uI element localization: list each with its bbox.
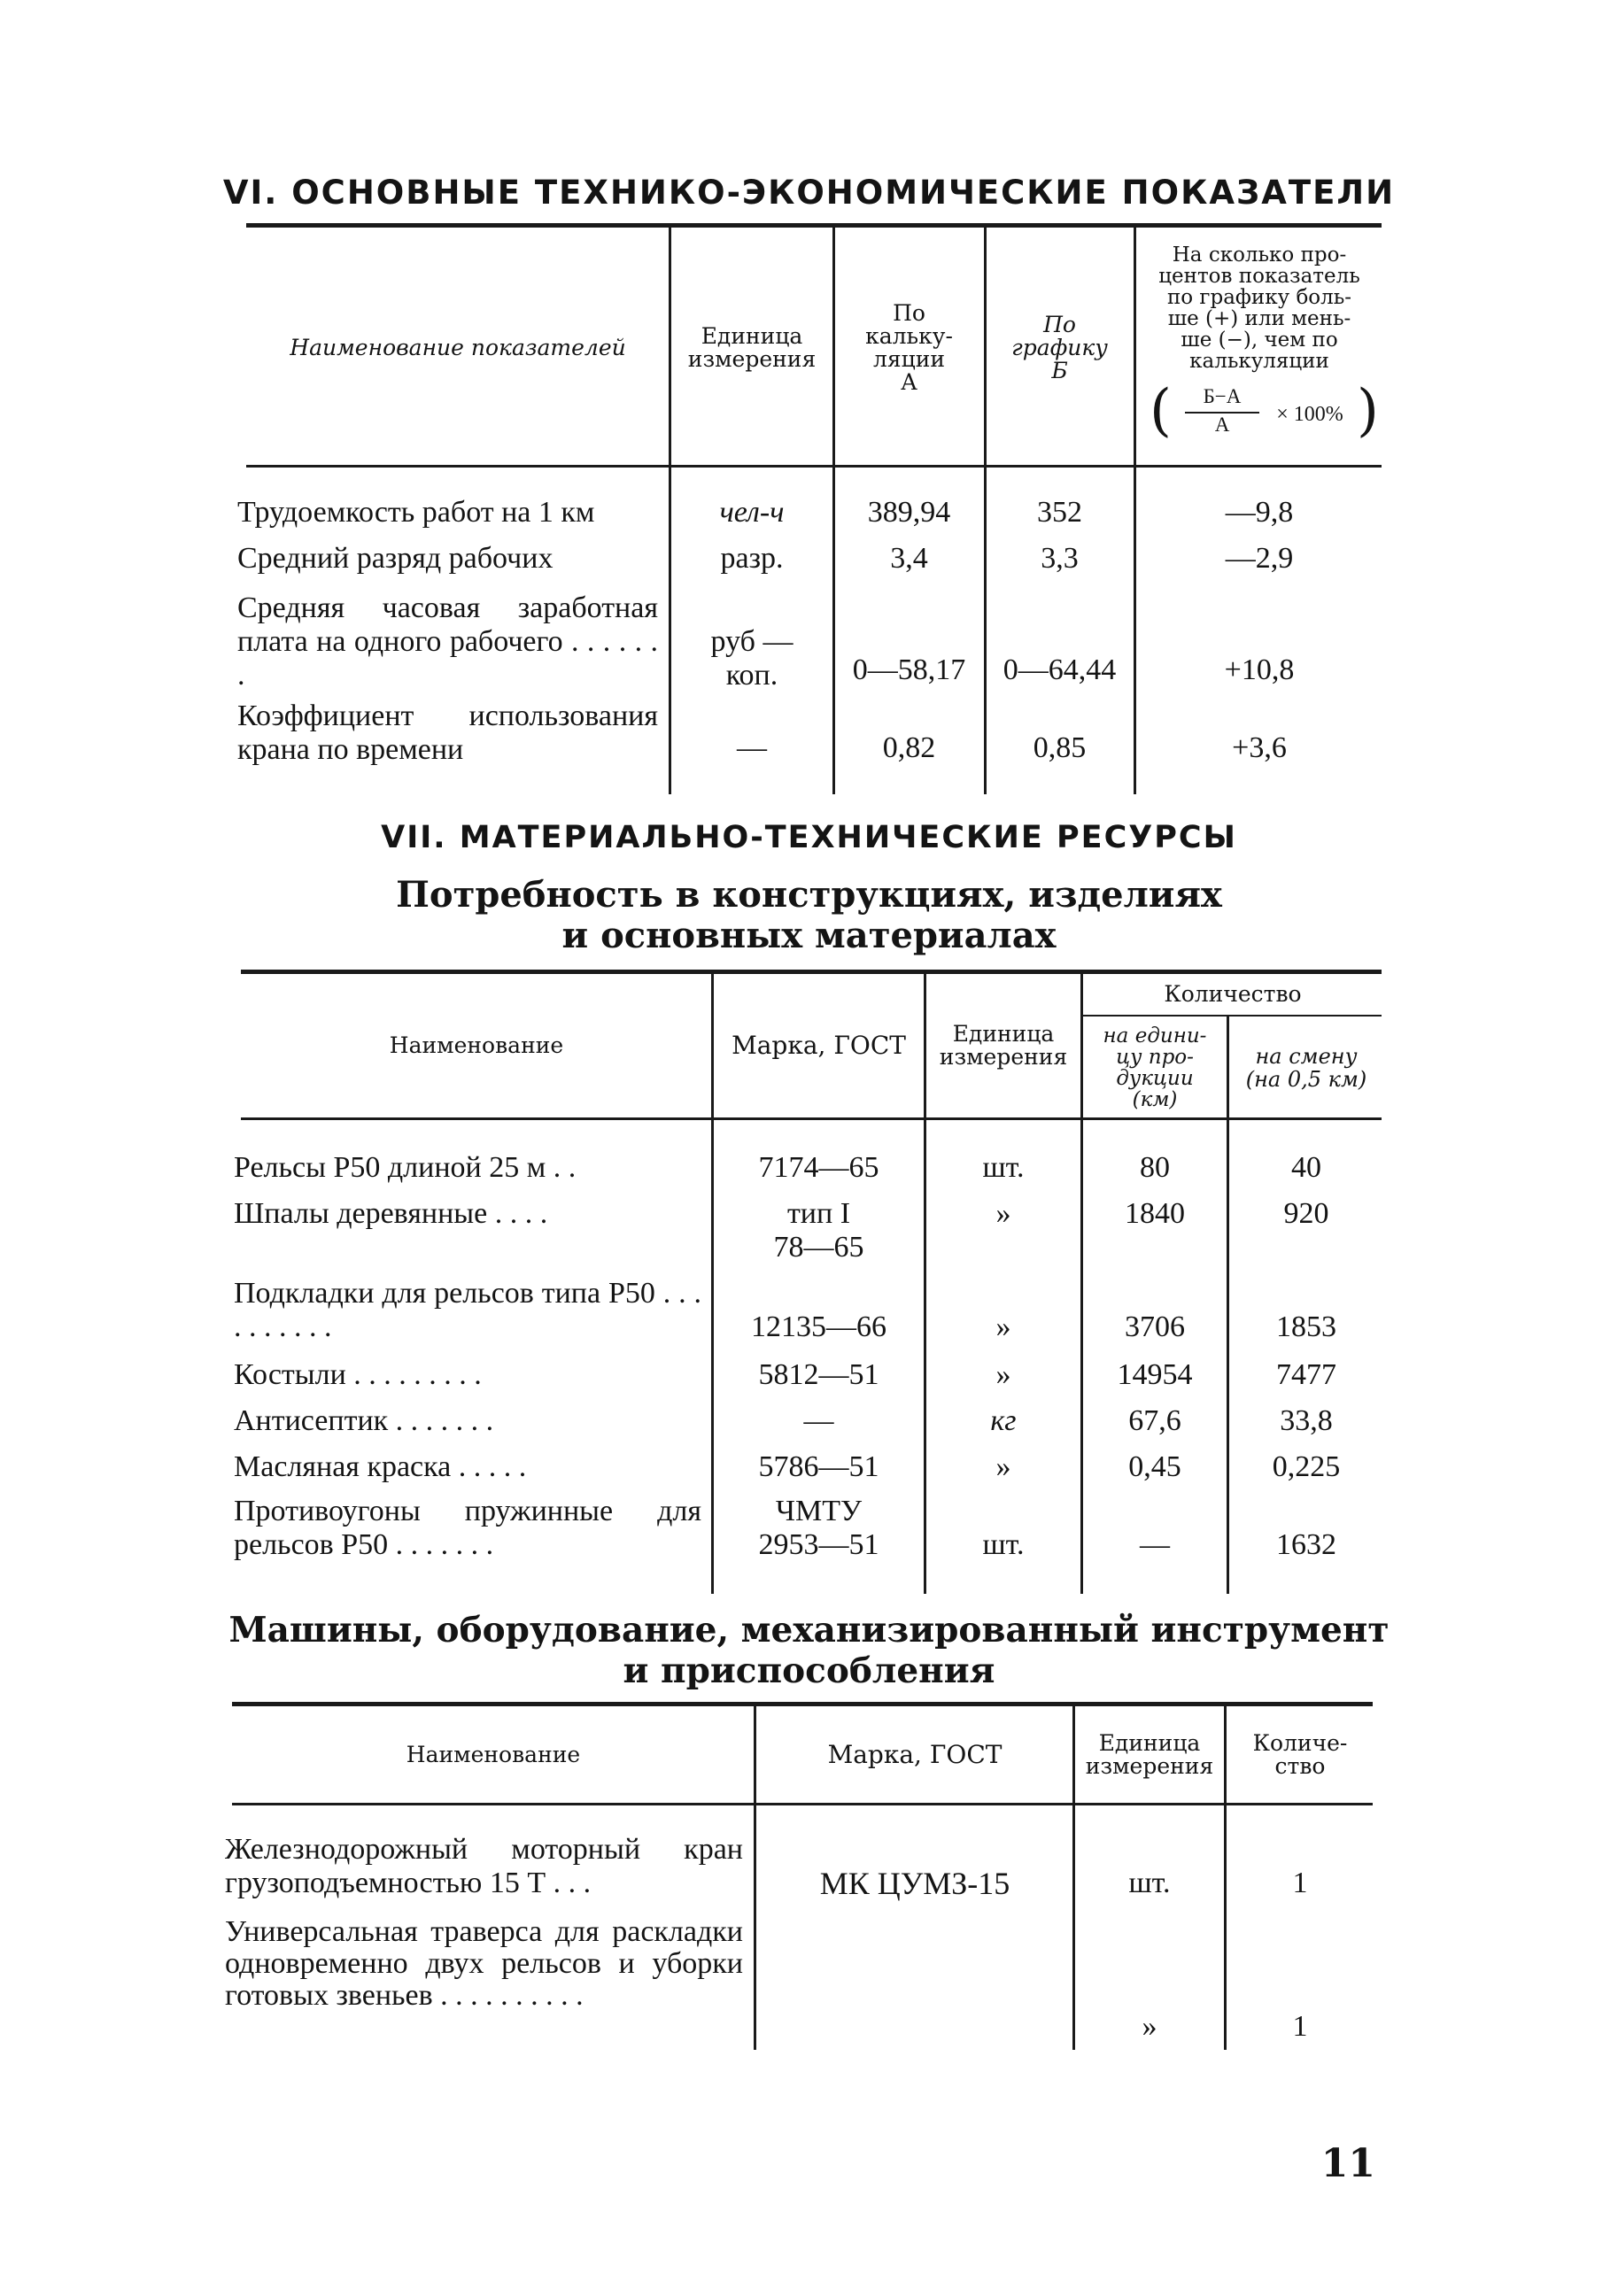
table1-header-calc: По кальку- ляции А xyxy=(865,299,953,395)
table2-header-mark: Марка, ГОСТ xyxy=(732,1031,906,1060)
table1-row2-calc: 3,4 xyxy=(890,542,928,575)
table1-row4-percent: +3,6 xyxy=(1232,731,1287,764)
table2-row5-mark: — xyxy=(803,1404,834,1437)
formula-denominator: А xyxy=(1214,414,1230,436)
table1-row1-unit: чел-ч xyxy=(719,496,785,529)
table2-row5-per-unit: 67,6 xyxy=(1128,1404,1181,1437)
table1-row1-name: Трудоемкость работ на 1 км xyxy=(237,496,595,529)
table2-row6-name: Масляная краска . . . . . xyxy=(234,1450,527,1483)
table2-row4-mark: 5812—51 xyxy=(758,1358,879,1391)
table1-row2-graph: 3,3 xyxy=(1041,542,1079,575)
table3-row1-mark: МК ЦУМЗ-15 xyxy=(819,1866,1010,1901)
table3-header-unit: Единица измерения xyxy=(1085,1729,1214,1779)
table2-row3-name: Подкладки для рельсов типа Р50 . . . . . . . . . . xyxy=(234,1277,701,1343)
formula-right-paren: ) xyxy=(1357,378,1379,444)
table2-row4-per-shift: 7477 xyxy=(1276,1358,1336,1391)
table2-row1-unit: шт. xyxy=(982,1151,1025,1184)
table1-row2-percent: —2,9 xyxy=(1225,542,1294,575)
table2-row7-mark: ЧМТУ 2953—51 xyxy=(758,1495,879,1561)
table2-header-name: Наименование xyxy=(389,1032,564,1058)
section-6-title: VI. ОСНОВНЫЕ ТЕХНИКО-ЭКОНОМИЧЕСКИЕ ПОКАЗАТЕЛИ xyxy=(222,174,1396,212)
materials-title: Потребность в конструкциях, изделиях и основных материалах xyxy=(396,874,1222,956)
table3-row2-unit: » xyxy=(1142,2010,1157,2043)
table2-row6-unit: » xyxy=(995,1450,1011,1483)
table1-header-graph: По графику Б xyxy=(1011,311,1108,383)
table1-top-rule xyxy=(246,223,1382,228)
table3-row1-qty: 1 xyxy=(1292,1867,1308,1899)
table2-divider-1 xyxy=(711,974,714,1594)
table2-qty-rule xyxy=(1083,1015,1382,1017)
table1-row4-unit: — xyxy=(737,731,767,764)
table2-header-unit: Единица измерения xyxy=(939,1021,1068,1070)
table1-row1-percent: —9,8 xyxy=(1225,496,1294,529)
table3-header-name: Наименование xyxy=(406,1741,581,1767)
table2-header-per-shift: на смену (на 0,5 км) xyxy=(1245,1044,1367,1092)
table2-row4-name: Костыли . . . . . . . . . xyxy=(234,1358,482,1391)
table3-row1-unit: шт. xyxy=(1128,1867,1171,1899)
table2-row6-per-unit: 0,45 xyxy=(1128,1450,1181,1483)
table2-divider-4 xyxy=(1227,1017,1229,1594)
table1-header-rule xyxy=(246,465,1382,468)
table1-row3-unit: руб — коп. xyxy=(710,625,794,692)
table3-divider-1 xyxy=(754,1706,756,2050)
table1-row3-calc: 0—58,17 xyxy=(852,653,966,686)
machines-title: Машины, оборудование, механизированный инструмент и приспособления xyxy=(228,1610,1390,1691)
table1-header-name: Наименование показателей xyxy=(290,334,626,360)
formula-multiplier: × 100% xyxy=(1276,403,1343,426)
table1-header-unit: Единица измерения xyxy=(687,322,817,372)
table2-row2-mark: тип I 78—65 xyxy=(773,1197,864,1264)
table2-row3-per-shift: 1853 xyxy=(1276,1310,1336,1343)
table1-row1-calc: 389,94 xyxy=(867,496,951,529)
table1-divider-3 xyxy=(984,228,987,794)
table2-row4-per-unit: 14954 xyxy=(1117,1358,1193,1391)
table2-row2-per-unit: 1840 xyxy=(1125,1197,1185,1230)
table2-row3-per-unit: 3706 xyxy=(1125,1310,1185,1343)
section-7-title: VII. МАТЕРИАЛЬНО-ТЕХНИЧЕСКИЕ РЕСУРСЫ xyxy=(381,820,1237,855)
table2-row7-unit: шт. xyxy=(982,1528,1025,1561)
table2-row1-per-shift: 40 xyxy=(1291,1151,1321,1184)
table2-row4-unit: » xyxy=(995,1358,1011,1391)
table2-row7-per-unit: — xyxy=(1140,1528,1170,1561)
table2-row6-mark: 5786—51 xyxy=(758,1450,879,1483)
table2-row5-unit: кг xyxy=(990,1404,1017,1437)
table1-row4-graph: 0,85 xyxy=(1033,731,1087,764)
table3-divider-3 xyxy=(1224,1706,1227,2050)
table1-row3-graph: 0—64,44 xyxy=(1003,653,1117,686)
table1-row3-name: Средняя часовая заработная плата на одного рабочего . . . . . . . xyxy=(237,591,658,692)
table2-row7-per-shift: 1632 xyxy=(1276,1528,1336,1561)
table3-header-qty: Количе- ство xyxy=(1252,1729,1348,1779)
table2-divider-2 xyxy=(924,974,926,1594)
table2-row1-name: Рельсы Р50 длиной 25 м . . xyxy=(234,1151,577,1184)
table1-row2-name: Средний разряд рабочих xyxy=(237,542,554,575)
table2-row5-name: Антисептик . . . . . . . xyxy=(234,1404,494,1437)
formula-numerator: Б−А xyxy=(1203,385,1242,407)
table2-divider-3 xyxy=(1080,974,1083,1594)
table1-row4-calc: 0,82 xyxy=(882,731,936,764)
table2-row6-per-shift: 0,225 xyxy=(1272,1450,1341,1483)
page-number: 11 xyxy=(1320,2141,1375,2186)
table2-row3-unit: » xyxy=(995,1310,1011,1343)
table3-row2-name: Универсальная траверса для раскладки одновременно двух рельсов и уборки готовых звеньев . . . . . . . . . . xyxy=(225,1915,743,2012)
table1-row4-name: Коэффициент использования крана по времени xyxy=(237,700,658,766)
table1-divider-4 xyxy=(1134,228,1136,794)
table2-row5-per-shift: 33,8 xyxy=(1280,1404,1333,1437)
table2-row3-mark: 12135—66 xyxy=(751,1310,886,1343)
table2-header-rule xyxy=(241,1117,1382,1120)
table1-header-percent: На сколько про- центов показатель по графику боль- ше (+) или мень- ше (−), чем по калькуляции xyxy=(1158,244,1360,373)
table1-divider-2 xyxy=(832,228,835,794)
table2-header-per-unit: на едини- цу про- дукции (км) xyxy=(1103,1024,1207,1111)
table2-row2-unit: » xyxy=(995,1197,1011,1230)
table1-divider-1 xyxy=(669,228,671,794)
table3-divider-2 xyxy=(1072,1706,1075,2050)
table3-row2-qty: 1 xyxy=(1292,2010,1308,2043)
table2-row2-name: Шпалы деревянные . . . . xyxy=(234,1197,548,1230)
table2-header-qty: Количество xyxy=(1164,981,1302,1007)
table2-row2-per-shift: 920 xyxy=(1283,1197,1329,1230)
formula-left-paren: ( xyxy=(1150,378,1172,444)
table2-row7-name: Противоугоны пружинные для рельсов Р50 . . . . . . . xyxy=(234,1495,701,1561)
table2-row1-mark: 7174—65 xyxy=(758,1151,879,1184)
table2-row1-per-unit: 80 xyxy=(1140,1151,1170,1184)
table1-row3-percent: +10,8 xyxy=(1224,653,1295,686)
table1-row1-graph: 352 xyxy=(1037,496,1082,529)
table3-row1-name: Железнодорожный моторный кран грузоподъемностью 15 Т . . . xyxy=(225,1833,743,1899)
table1-row2-unit: разр. xyxy=(720,542,784,575)
table3-header-rule xyxy=(232,1803,1373,1805)
table3-header-mark: Марка, ГОСТ xyxy=(827,1739,1003,1769)
